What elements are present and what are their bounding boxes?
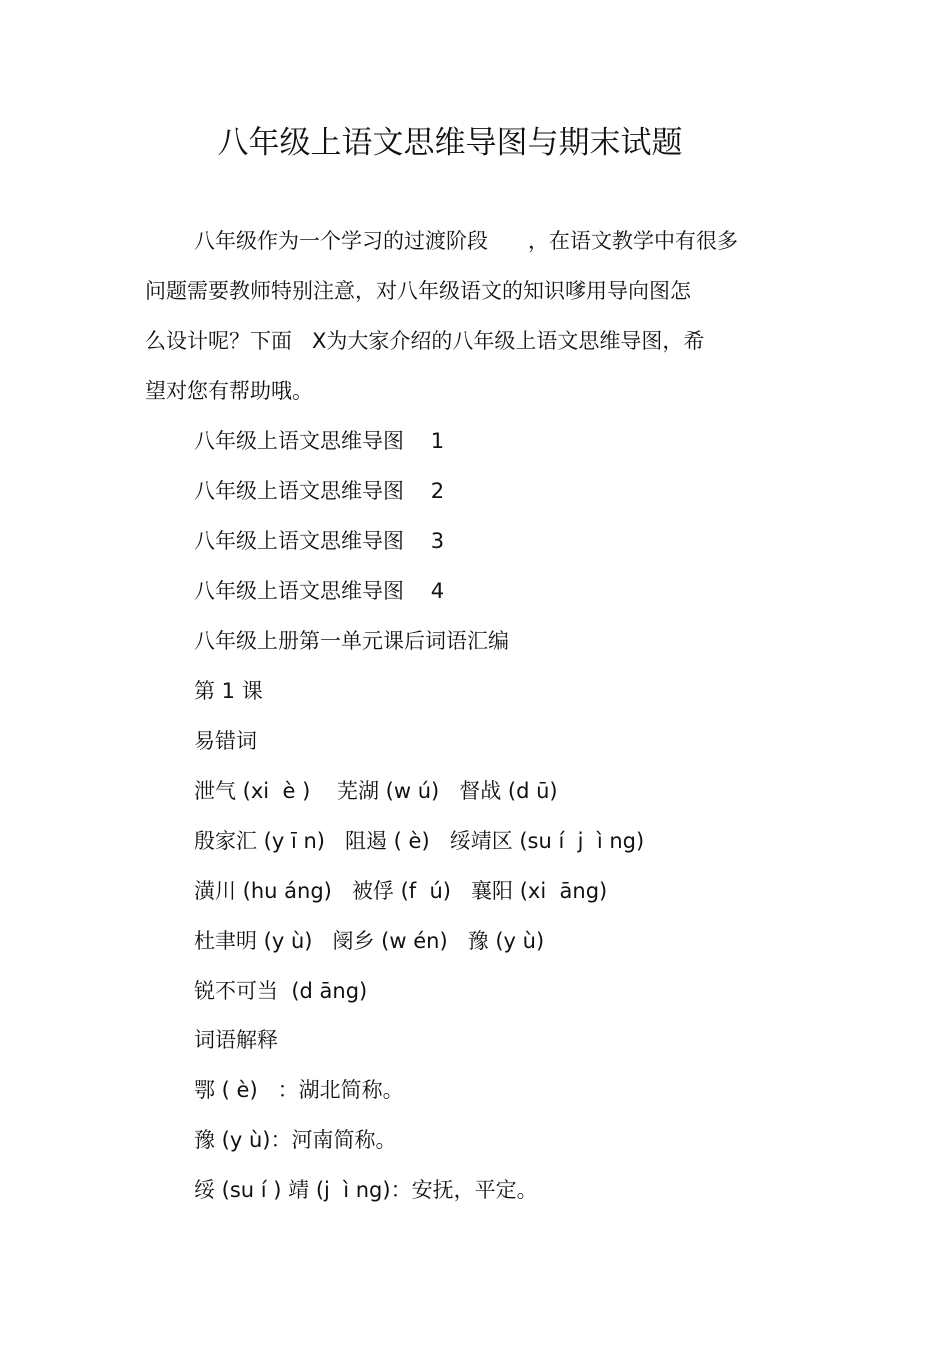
document-title: 八年级上语文思维导图与期末试题	[217, 125, 683, 161]
definitions-heading: 词语解释	[194, 1028, 278, 1052]
section-heading: 八年级上册第一单元课后词语汇编	[194, 629, 509, 653]
error-words-line: 杜聿明 (y ù) 阌乡 (w én) 豫 (y ù)	[194, 929, 545, 953]
error-words-line: 潢川 (hu áng) 被俘 (f ú) 襄阳 (xi āng)	[194, 879, 608, 903]
intro-line: 问题需要教师特别注意，对八年级语文的知识嗲用导向图怎	[145, 279, 691, 303]
error-words-line: 泄气 (xi è ) 芜湖 (w ú) 督战 (d ū)	[194, 779, 558, 803]
map-list-item: 八年级上语文思维导图 2	[194, 479, 445, 503]
error-words-heading: 易错词	[194, 729, 257, 753]
intro-line: 八年级作为一个学习的过渡阶段 ，在语文教学中有很多	[194, 229, 739, 253]
definition-line: 鄂 ( è) ：湖北简称。	[194, 1078, 404, 1102]
map-list-item: 八年级上语文思维导图 4	[194, 579, 445, 603]
map-list-item: 八年级上语文思维导图 3	[194, 529, 445, 553]
intro-line: 望对您有帮助哦。	[145, 379, 313, 403]
intro-line: 么设计呢？下面 X为大家介绍的八年级上语文思维导图，希	[145, 329, 705, 353]
lesson-label: 第 1 课	[194, 679, 263, 703]
map-list-item: 八年级上语文思维导图 1	[194, 429, 445, 453]
definition-line: 绥 (su í ) 靖 (j ì ng)：安抚，平定。	[194, 1178, 538, 1202]
error-words-line: 锐不可当 (d āng)	[194, 979, 368, 1003]
error-words-line: 殷家汇 (y ī n) 阻遏 ( è) 绥靖区 (su í j ì ng)	[194, 829, 645, 853]
definition-line: 豫 (y ù)：河南简称。	[194, 1128, 397, 1152]
